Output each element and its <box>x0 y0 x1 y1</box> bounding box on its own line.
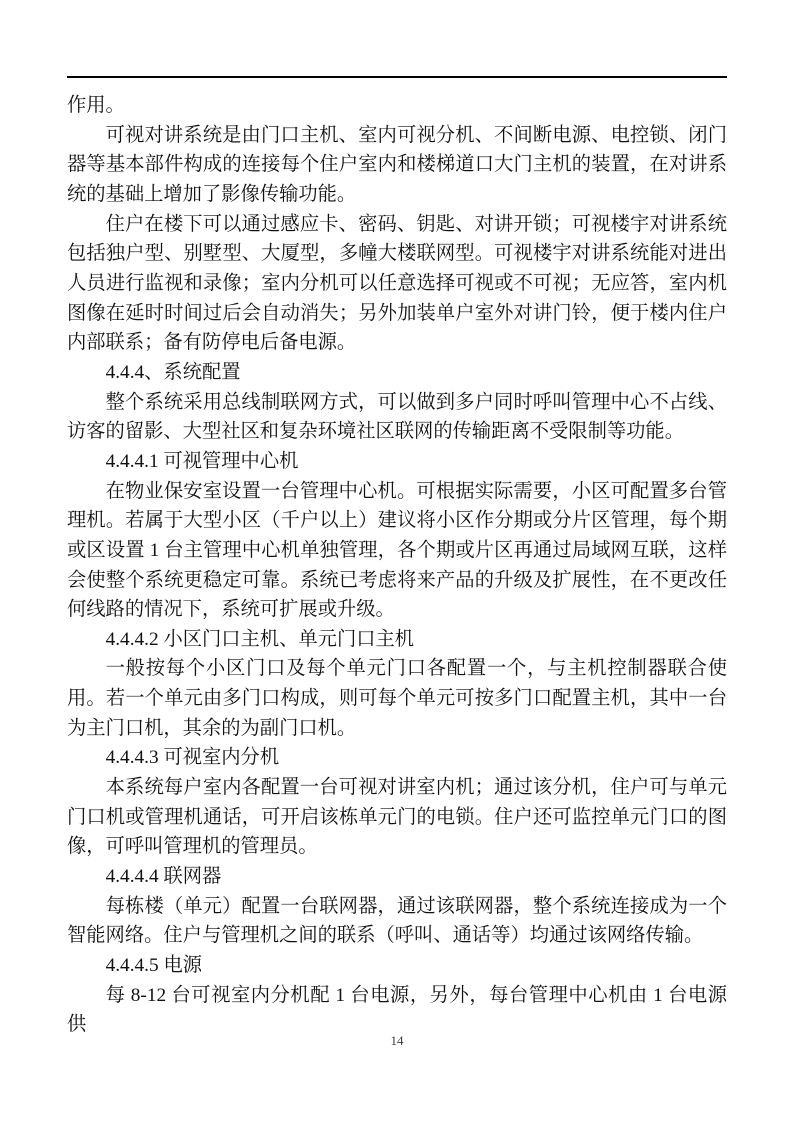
paragraph: 整个系统采用总线制联网方式，可以做到多户同时呼叫管理中心不占线、访客的留影、大型社区和复杂环境社区联网的传输距离不受限制等功能。 <box>67 391 727 443</box>
paragraph: 住户在楼下可以通过感应卡、密码、钥匙、对讲开锁；可视楼宇对讲系统包括独户型、别墅型、大厦型，多幢大楼联网型。可视楼宇对讲系统能对进出人员进行监视和录像；室内分机可以任意选择可视或不可视；无应答，室内机图像在延时时间过后会自动消失；另外加装单户室外对讲门铃，便于楼内住户内部联系；备有防停电后备电源。 <box>67 213 727 354</box>
section-heading: 4.4.4.5 电源 <box>105 955 202 977</box>
section-heading: 4.4.4.2 小区门口主机、单元门口主机 <box>105 628 415 650</box>
page-footer <box>67 1032 727 1050</box>
section-heading: 4.4.4、系统配置 <box>105 361 241 383</box>
paragraph: 每栋楼（单元）配置一台联网器，通过该联网器，整个系统连接成为一个智能网络。住户与管理机之间的联系（呼叫、通话等）均通过该网络传输。 <box>67 895 727 947</box>
paragraph: 每 8-12 台可视室内分机配 1 台电源，另外，每台管理中心机由 1 台电源供 <box>67 984 727 1036</box>
paragraph: 一般按每个小区门口及每个单元门口各配置一个，与主机控制器联合使用。若一个单元由多门口构成，则可每个单元可按多门口配置主机，其中一台为主门口机，其余的为副门口机。 <box>67 658 727 739</box>
paragraph: 作用。 <box>67 95 125 116</box>
paragraph: 可视对讲系统是由门口主机、室内可视分机、不间断电源、电控锁、闭门器等基本部件构成的连接每个住户室内和楼梯道口大门主机的装置，在对讲系统的基础上增加了影像传输功能。 <box>67 124 727 205</box>
document-body <box>67 91 727 1040</box>
paragraph: 在物业保安室设置一台管理中心机。可根据实际需要，小区可配置多台管理机。若属于大型小区（千户以上）建议将小区作分期或分片区管理，每个期或区设置 1 台主管理中心机单独管理，各个期或片区再通过局域网互联，这样会使整个系统更稳定可靠。系统已考虑将来产品的升级及扩展性，在不更改任何线路的情况下，系统可扩展或升级。 <box>67 480 727 621</box>
header-rule <box>67 76 727 78</box>
section-heading: 4.4.4.1 可视管理中心机 <box>105 450 299 472</box>
section-heading: 4.4.4.3 可视室内分机 <box>105 747 280 769</box>
paragraph: 本系统每户室内各配置一台可视对讲室内机；通过该分机，住户可与单元门口机或管理机通话，可开启该栋单元门的电锁。住户还可监控单元门口的图像，可呼叫管理机的管理员。 <box>67 777 727 858</box>
section-heading: 4.4.4.4 联网器 <box>105 866 222 888</box>
page-number: 14 <box>390 1033 404 1048</box>
